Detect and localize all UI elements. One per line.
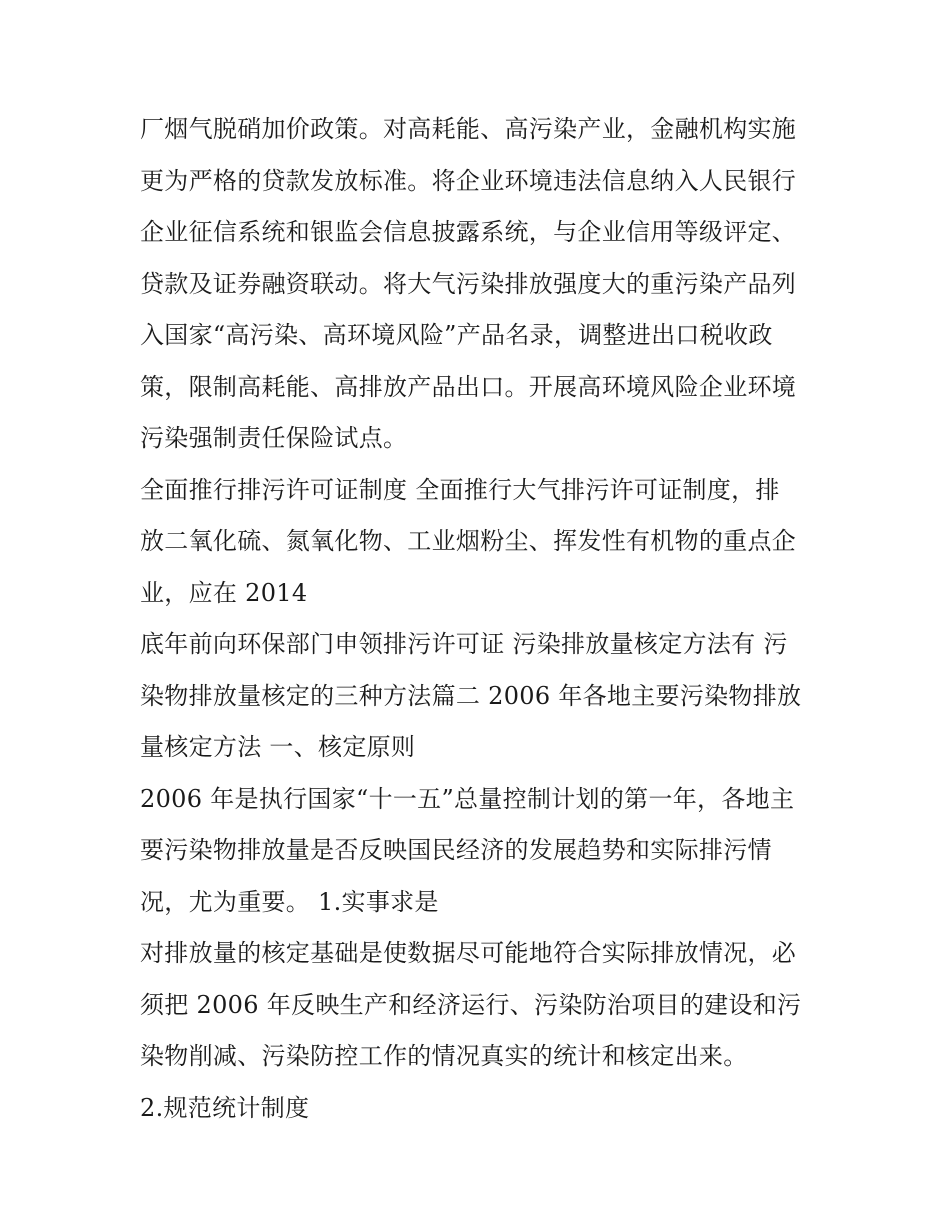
text-line: 放二氧化硫、氮氧化物、工业烟粉尘、挥发性有机物的重点企 bbox=[140, 527, 797, 555]
document-page bbox=[140, 104, 820, 1134]
text-line: 业，应在 2014 bbox=[140, 578, 308, 607]
text-line: 染物削减、污染防控工作的情况真实的统计和核定出来。 bbox=[140, 1042, 748, 1070]
text-line: 对排放量的核定基础是使数据尽可能地符合实际排放情况，必 bbox=[140, 939, 797, 967]
text-line: 全面推行排污许可证制度 全面推行大气排污许可证制度，排 bbox=[140, 475, 780, 504]
text-line: 入国家“高污染、高环境风险”产品名录，调整进出口税收政 bbox=[140, 321, 773, 349]
text-line: 况，尤为重要。 1.实事求是 bbox=[140, 887, 439, 916]
text-line: 要污染物排放量是否反映国民经济的发展趋势和实际排污情 bbox=[140, 836, 772, 864]
text-line: 企业征信系统和银监会信息披露系统，与企业信用等级评定、 bbox=[140, 218, 797, 246]
text-line: 更为严格的贷款发放标准。将企业环境违法信息纳入人民银行 bbox=[140, 166, 797, 195]
text-line: 2.规范统计制度 bbox=[140, 1093, 310, 1122]
text-line: 污染强制责任保险试点。 bbox=[140, 424, 408, 452]
text-line: 策，限制高耗能、高排放产品出口。开展高环境风险企业环境 bbox=[140, 372, 797, 401]
text-line: 贷款及证券融资联动。将大气污染排放强度大的重污染产品列 bbox=[140, 269, 797, 298]
text-line: 厂烟气脱硝加价政策。对高耗能、高污染产业，金融机构实施 bbox=[140, 115, 797, 143]
text-line: 量核定方法 一、核定原则 bbox=[140, 733, 416, 761]
text-line: 底年前向环保部门申领排污许可证 污染排放量核定方法有 污 bbox=[140, 630, 788, 658]
text-line: 2006 年是执行国家“十一五”总量控制计划的第一年，各地主 bbox=[140, 784, 795, 813]
text-line: 须把 2006 年反映生产和经济运行、污染防治项目的建设和污 bbox=[140, 990, 802, 1019]
text-line: 染物排放量核定的三种方法篇二 2006 年各地主要污染物排放 bbox=[140, 681, 802, 710]
